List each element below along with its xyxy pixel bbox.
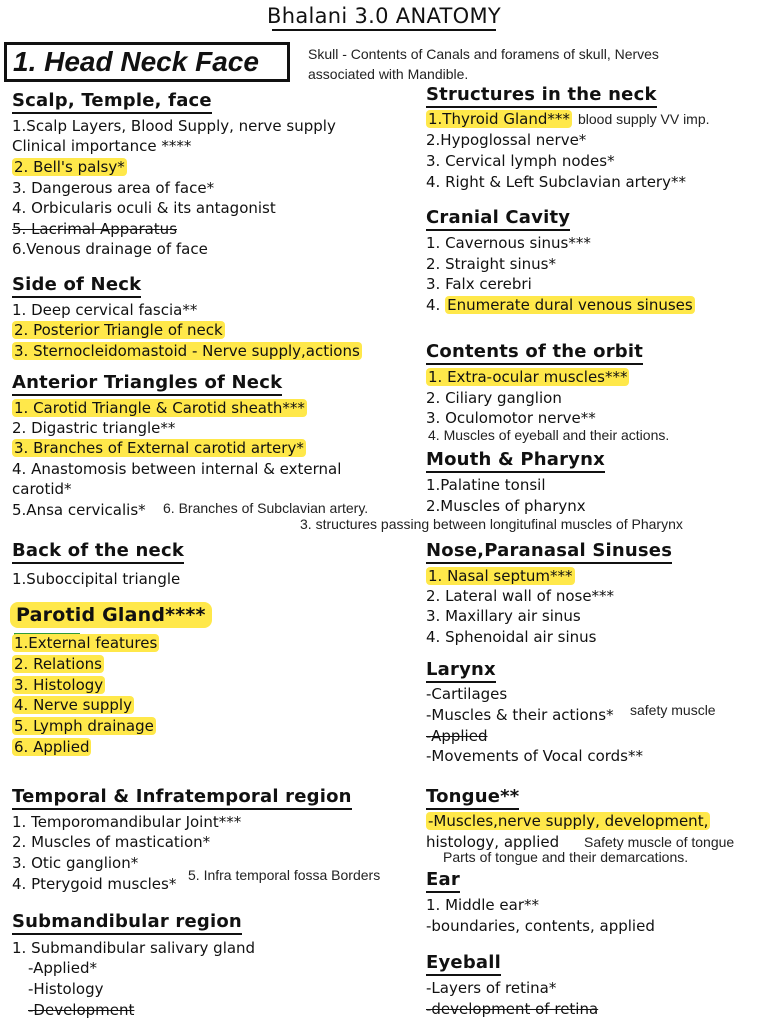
parotid-heading: Parotid Gland**** <box>10 604 212 626</box>
scalp-item: 6.Venous drainage of face <box>12 240 208 258</box>
parotid-item: 3. Histology <box>14 676 104 694</box>
tongue-note-2: Parts of tongue and their demarcations. <box>443 849 689 865</box>
scalp-item: 5. Lacrimal Apparatus <box>12 220 178 238</box>
anterior-item: 1. Carotid Triangle & Carotid sheath*** <box>14 399 305 417</box>
scalp-item: 4. Orbicularis oculi & its antagonist <box>12 199 276 217</box>
larynx-item: -Cartilages <box>426 685 508 703</box>
cranial-item <box>426 295 695 316</box>
ear-item: 1. Middle ear** <box>426 896 539 914</box>
mouth-item: 1.Palatine tonsil <box>426 476 546 494</box>
nose-item: 1. Nasal septum*** <box>428 567 573 585</box>
nose-item: 2. Lateral wall of nose*** <box>426 587 615 605</box>
tongue-item: histology, applied <box>426 833 560 851</box>
temporal-item: 4. Pterygoid muscles* <box>12 875 177 893</box>
cranial-item: 2. Straight sinus* <box>426 255 556 273</box>
temporal-heading: Temporal & Infratemporal region <box>12 786 352 807</box>
scalp-item: 3. Dangerous area of face* <box>12 179 215 197</box>
orbit-item: 2. Ciliary ganglion <box>426 389 562 407</box>
anterior-note: 6. Branches of Subclavian artery. <box>163 500 369 516</box>
larynx-heading: Larynx <box>426 659 496 680</box>
orbit-heading: Contents of the orbit <box>426 341 643 362</box>
main-heading: 1. Head Neck Face <box>4 42 290 82</box>
neck-structures-heading: Structures in the neck <box>426 84 657 105</box>
neck-structures-item: 1.Thyroid Gland*** <box>428 110 570 128</box>
back-neck-heading: Back of the neck <box>12 540 184 561</box>
side-neck-item: 3. Sternocleidomastoid - Nerve supply,actions <box>14 342 360 360</box>
parotid-item: 4. Nerve supply <box>14 696 132 714</box>
nose-heading: Nose,Paranasal Sinuses <box>426 540 672 561</box>
main-note-line-1: Skull - Contents of Canals and foramens of skull, Nerves <box>308 46 659 62</box>
anterior-item: 3. Branches of External carotid artery* <box>14 439 304 457</box>
scalp-item: Clinical importance **** <box>12 137 192 155</box>
eyeball-item: -Layers of retina* <box>426 979 557 997</box>
neck-structures-item: 3. Cervical lymph nodes* <box>426 152 615 170</box>
temporal-item: 1. Temporomandibular Joint*** <box>12 813 242 831</box>
parotid-item: 6. Applied <box>14 738 90 756</box>
eyeball-heading: Eyeball <box>426 952 501 973</box>
scalp-item: 2. Bell's palsy* <box>14 158 125 176</box>
temporal-item: 2. Muscles of mastication* <box>12 833 211 851</box>
anterior-heading: Anterior Triangles of Neck <box>12 372 282 393</box>
parotid-item: 5. Lymph drainage <box>14 717 154 735</box>
side-neck-heading: Side of Neck <box>12 274 141 295</box>
page-title: Bhalani 3.0 ANATOMY <box>267 4 501 28</box>
mouth-heading: Mouth & Pharynx <box>426 449 605 470</box>
ear-heading: Ear <box>426 869 460 890</box>
submandibular-heading: Submandibular region <box>12 911 242 932</box>
orbit-item: 3. Oculomotor nerve** <box>426 409 596 427</box>
tongue-item: -Muscles,nerve supply, development, <box>428 812 709 830</box>
back-neck-item: 1.Suboccipital triangle <box>12 570 181 588</box>
scalp-heading: Scalp, Temple, face <box>12 90 212 111</box>
side-neck-item: 1. Deep cervical fascia** <box>12 301 198 319</box>
mouth-note: 3. structures passing between longitufinal muscles of Pharynx <box>300 516 683 532</box>
eyeball-item: -development of retina <box>426 1000 599 1018</box>
temporal-note: 5. Infra temporal fossa Borders <box>188 867 381 883</box>
scalp-item: 1.Scalp Layers, Blood Supply, nerve supply <box>12 117 336 135</box>
anterior-item: 4. Anastomosis between internal & external <box>12 460 342 478</box>
mouth-item: 2.Muscles of pharynx <box>426 497 586 515</box>
title-underline <box>272 29 496 31</box>
orbit-item: 1. Extra-ocular muscles*** <box>428 368 628 386</box>
submandibular-item: -Applied* <box>28 959 97 977</box>
larynx-note: safety muscle <box>630 702 716 718</box>
temporal-item: 3. Otic ganglion* <box>12 854 139 872</box>
anterior-item: 2. Digastric triangle** <box>12 419 176 437</box>
neck-structures-item: 4. Right & Left Subclavian artery** <box>426 173 686 191</box>
orbit-note: 4. Muscles of eyeball and their actions. <box>428 427 670 443</box>
cranial-item: 3. Falx cerebri <box>426 275 532 293</box>
main-note-line-2: associated with Mandible. <box>308 66 469 82</box>
larynx-item: -Applied <box>426 727 488 745</box>
larynx-item: -Movements of Vocal cords** <box>426 747 643 765</box>
parotid-item: 1.External features <box>14 634 158 652</box>
submandibular-item: 1. Submandibular salivary gland <box>12 939 256 957</box>
cranial-heading: Cranial Cavity <box>426 207 570 228</box>
cranial-item: 1. Cavernous sinus*** <box>426 234 591 252</box>
nose-item: 3. Maxillary air sinus <box>426 607 581 625</box>
larynx-item: -Muscles & their actions* <box>426 706 614 724</box>
submandibular-item: -Histology <box>28 980 104 998</box>
neck-structures-item: 2.Hypoglossal nerve* <box>426 131 587 149</box>
tongue-heading: Tongue** <box>426 786 519 807</box>
neck-structures-note: blood supply VV imp. <box>578 111 710 127</box>
tongue-note-1: Safety muscle of tongue <box>584 834 735 850</box>
nose-item: 4. Sphenoidal air sinus <box>426 628 597 646</box>
parotid-item: 2. Relations <box>14 655 102 673</box>
anterior-item: 5.Ansa cervicalis* <box>12 501 146 519</box>
anterior-item: carotid* <box>12 480 72 498</box>
cranial-item-4: 4. Enumerate dural venous sinuses <box>426 296 693 314</box>
side-neck-item: 2. Posterior Triangle of neck <box>14 321 223 339</box>
ear-item: -boundaries, contents, applied <box>426 917 655 935</box>
submandibular-item: -Development <box>28 1001 135 1019</box>
